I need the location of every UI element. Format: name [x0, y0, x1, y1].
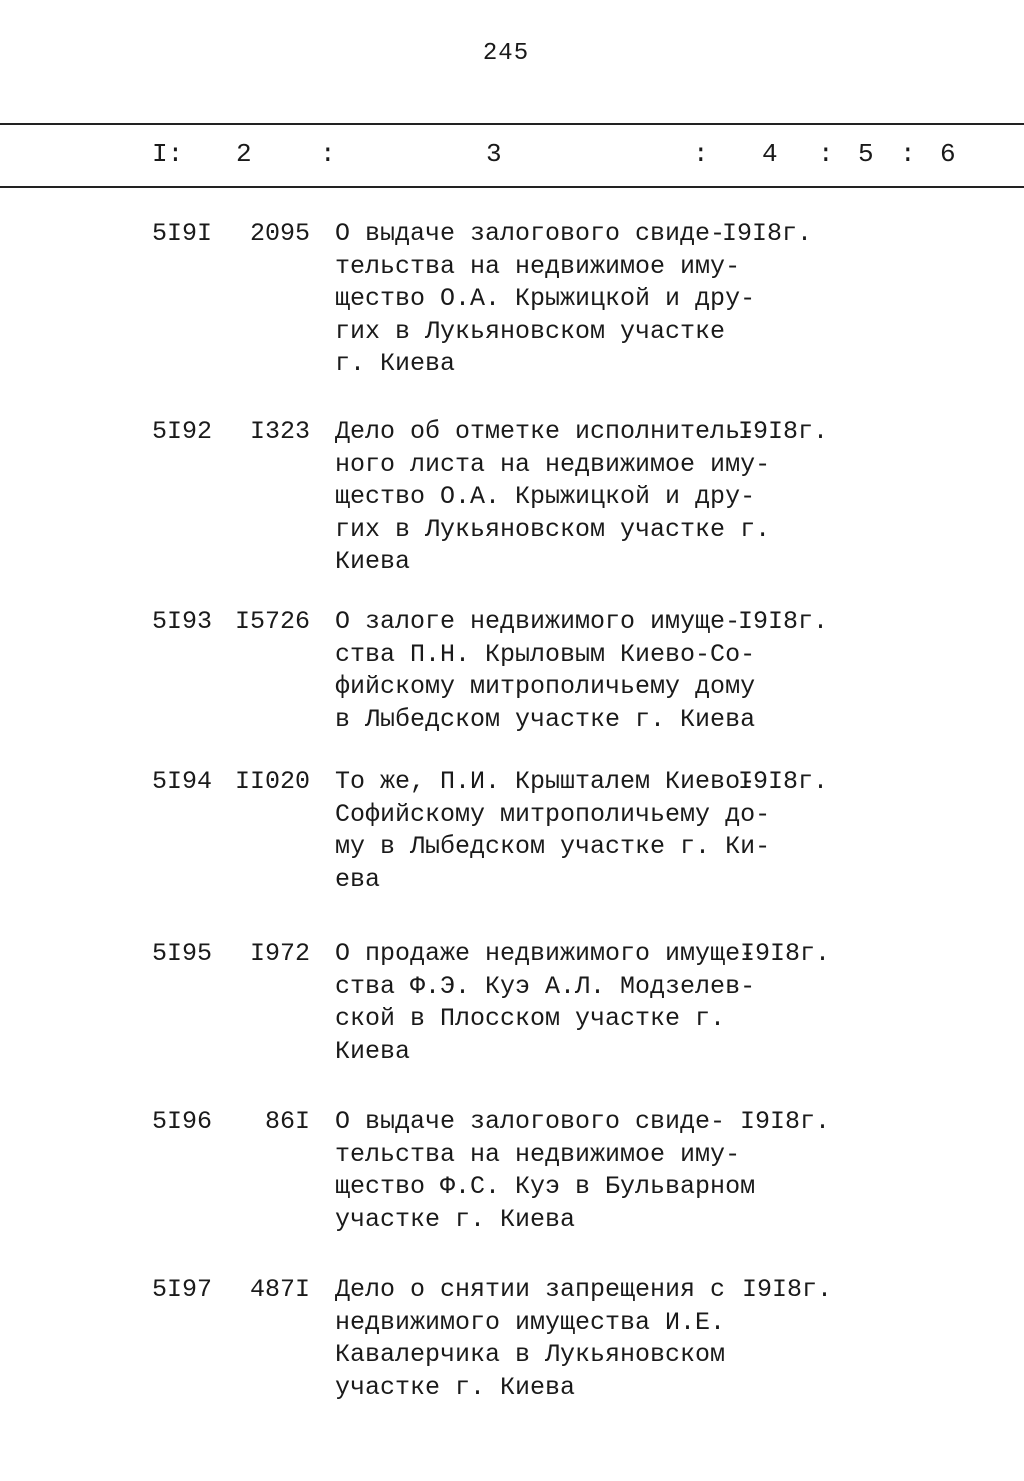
row-title [335, 606, 756, 736]
row-title [335, 938, 756, 1068]
row-title [335, 766, 771, 896]
row-title-line: участке г. Киева [335, 1372, 576, 1402]
header-col-6: 6 [940, 139, 956, 169]
row-title-line: ева [335, 864, 381, 894]
row-title-line: тельства на недвижимое иму- [335, 251, 741, 281]
row-number: 5I95 [152, 939, 213, 968]
row-title-line: О залоге недвижимого имуще- [335, 607, 741, 636]
row-title-line: Дело о снятии запрещения с [335, 1275, 726, 1304]
row-title-line: ства П.Н. Крыловым Киево-Со- [335, 639, 756, 669]
row-title [335, 416, 771, 579]
row-number: 5I92 [152, 417, 213, 446]
header-separator: : [320, 139, 336, 169]
header-separator: : [818, 139, 834, 169]
row-year: I9I8г. [738, 607, 829, 636]
row-title-line: ской в Плосском участке г. [335, 1004, 726, 1033]
row-title-line: Софийскому митрополичьему до- [335, 799, 771, 829]
header-separator: : [693, 139, 709, 169]
row-title-line: Киева [335, 547, 411, 576]
row-title-line: ного листа на недвижимое иму- [335, 449, 771, 479]
row-year: I9I8г. [740, 1107, 831, 1136]
row-title-line: недвижимого имущества И.Е. [335, 1307, 726, 1337]
row-title-line: гих в Лукьяновском участке [335, 316, 726, 346]
row-title [335, 1106, 756, 1236]
row-title-line: му в Лыбедском участке г. Ки- [335, 832, 771, 861]
row-title-line: О выдаче залогового свиде- [335, 219, 726, 248]
row-old-number: 487I [249, 1275, 310, 1304]
row-title-line: щество Ф.С. Куэ в Бульварном [335, 1172, 756, 1201]
row-title-line: Кавалерчика в Лукьяновском [335, 1340, 726, 1369]
row-old-number: I972 [249, 939, 310, 968]
row-title-line: То же, П.И. Крышталем Киево- [335, 767, 756, 796]
header-col-4: 4 [762, 139, 778, 169]
row-old-number: 86I [264, 1107, 310, 1136]
row-number: 5I94 [152, 767, 213, 796]
row-title-line: участке г. Киева [335, 1204, 576, 1234]
row-old-number: 2095 [249, 219, 310, 248]
row-title-line: г. Киева [335, 349, 456, 378]
row-title-line: тельства на недвижимое иму- [335, 1139, 741, 1169]
row-number: 5I96 [152, 1107, 213, 1136]
page-number: 245 [482, 40, 530, 67]
header-separator: : [900, 139, 916, 169]
row-number: 5I97 [152, 1275, 213, 1304]
header-col-3: 3 [486, 139, 502, 169]
row-title-line: щество О.А. Крыжицкой и дру- [335, 482, 756, 511]
header-col-5: 5 [858, 139, 874, 169]
row-year: I9I8г. [722, 219, 813, 248]
row-title-line: Дело об отметке исполнитель- [335, 417, 756, 446]
row-old-number: II020 [234, 767, 310, 796]
row-title-line: гих в Лукьяновском участке г. [335, 514, 771, 544]
row-title-line: фийскому митрополичьему дому [335, 672, 756, 701]
row-number: 5I93 [152, 607, 213, 636]
row-title [335, 1274, 725, 1404]
row-year: I9I8г. [738, 417, 829, 446]
row-title-line: ства Ф.Э. Куэ А.Л. Модзелев- [335, 971, 756, 1001]
row-title-line: О продаже недвижимого имуще- [335, 939, 756, 968]
row-number: 5I9I [152, 219, 213, 248]
header-col-1: I: [152, 139, 184, 169]
row-year: I9I8г. [742, 1275, 833, 1304]
row-title-line: Киева [335, 1036, 411, 1066]
row-year: I9I8г. [738, 767, 829, 796]
row-old-number: I5726 [234, 607, 310, 636]
row-title-line: О выдаче залогового свиде- [335, 1107, 726, 1136]
row-year: I9I8г. [740, 939, 831, 968]
header-bottom-rule [0, 186, 1024, 188]
header-top-rule [0, 123, 1024, 125]
row-title-line: в Лыбедском участке г. Киева [335, 704, 756, 734]
row-old-number: I323 [249, 417, 310, 446]
row-title-line: щество О.А. Крыжицкой и дру- [335, 284, 756, 313]
row-title [335, 218, 756, 381]
header-col-2: 2 [236, 139, 252, 169]
